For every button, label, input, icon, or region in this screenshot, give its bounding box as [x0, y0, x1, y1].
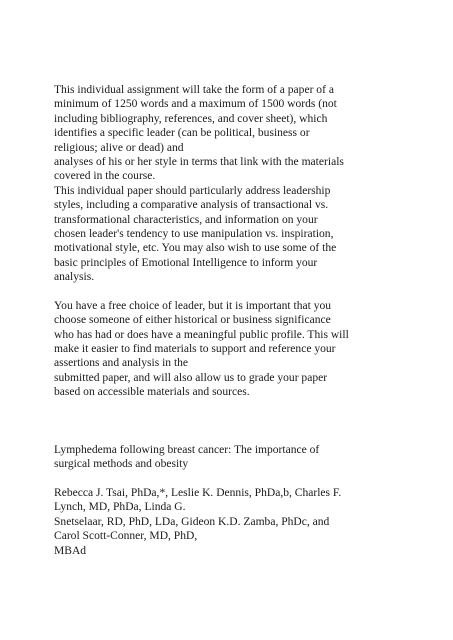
- text-line: Lymphedema following breast cancer: The importance of: [54, 443, 320, 456]
- text-line: who has had or does have a meaningful public profile. This will: [54, 328, 349, 341]
- article-authors: [54, 486, 399, 558]
- text-line: transformational characteristics, and information on your: [54, 213, 318, 226]
- text-line: Rebecca J. Tsai, PhDa,*, Leslie K. Dennis, PhDa,b, Charles F.: [54, 486, 342, 499]
- text-line: minimum of 1250 words and a maximum of 1500 words (not: [54, 98, 337, 111]
- text-line: Lynch, MD, PhDa, Linda G.: [54, 501, 186, 514]
- paragraph-gap: [54, 284, 399, 298]
- text-line: submitted paper, and will also allow us to grade your paper: [54, 371, 328, 384]
- text-line: including bibliography, references, and cover sheet), which: [54, 112, 328, 125]
- text-line: Carol Scott-Conner, MD, PhD,: [54, 530, 198, 543]
- text-line: covered in the course.: [54, 170, 156, 183]
- paragraph-gap: [54, 472, 399, 486]
- assignment-paragraph-1: [54, 83, 399, 284]
- article-title: [54, 443, 399, 472]
- text-line: make it easier to find materials to support and reference your: [54, 343, 336, 356]
- text-line: motivational style, etc. You may also wish to use some of the: [54, 242, 337, 255]
- text-line: You have a free choice of leader, but it is important that you: [54, 299, 332, 312]
- text-line: styles, including a comparative analysis of transactional vs.: [54, 199, 329, 212]
- text-line: assertions and analysis in the: [54, 357, 189, 370]
- document-content: [54, 83, 399, 558]
- text-line: religious; alive or dead) and: [54, 141, 184, 154]
- text-line: This individual paper should particularly address leadership: [54, 184, 331, 197]
- text-line: surgical methods and obesity: [54, 458, 189, 471]
- assignment-paragraph-2: [54, 299, 399, 400]
- text-line: Snetselaar, RD, PhD, LDa, Gideon K.D. Zamba, PhDc, and: [54, 515, 330, 528]
- text-line: identifies a specific leader (can be political, business or: [54, 127, 310, 140]
- text-line: MBAd: [54, 544, 87, 557]
- text-line: This individual assignment will take the form of a paper of a: [54, 84, 334, 96]
- text-line: based on accessible materials and sources.: [54, 386, 250, 399]
- text-line: basic principles of Emotional Intelligence to inform your: [54, 256, 318, 269]
- section-gap: [54, 400, 399, 443]
- text-line: analyses of his or her style in terms that link with the materials: [54, 155, 344, 168]
- text-line: chosen leader's tendency to use manipulation vs. inspiration,: [54, 227, 334, 240]
- text-line: analysis.: [54, 271, 95, 284]
- text-line: choose someone of either historical or business significance: [54, 314, 331, 327]
